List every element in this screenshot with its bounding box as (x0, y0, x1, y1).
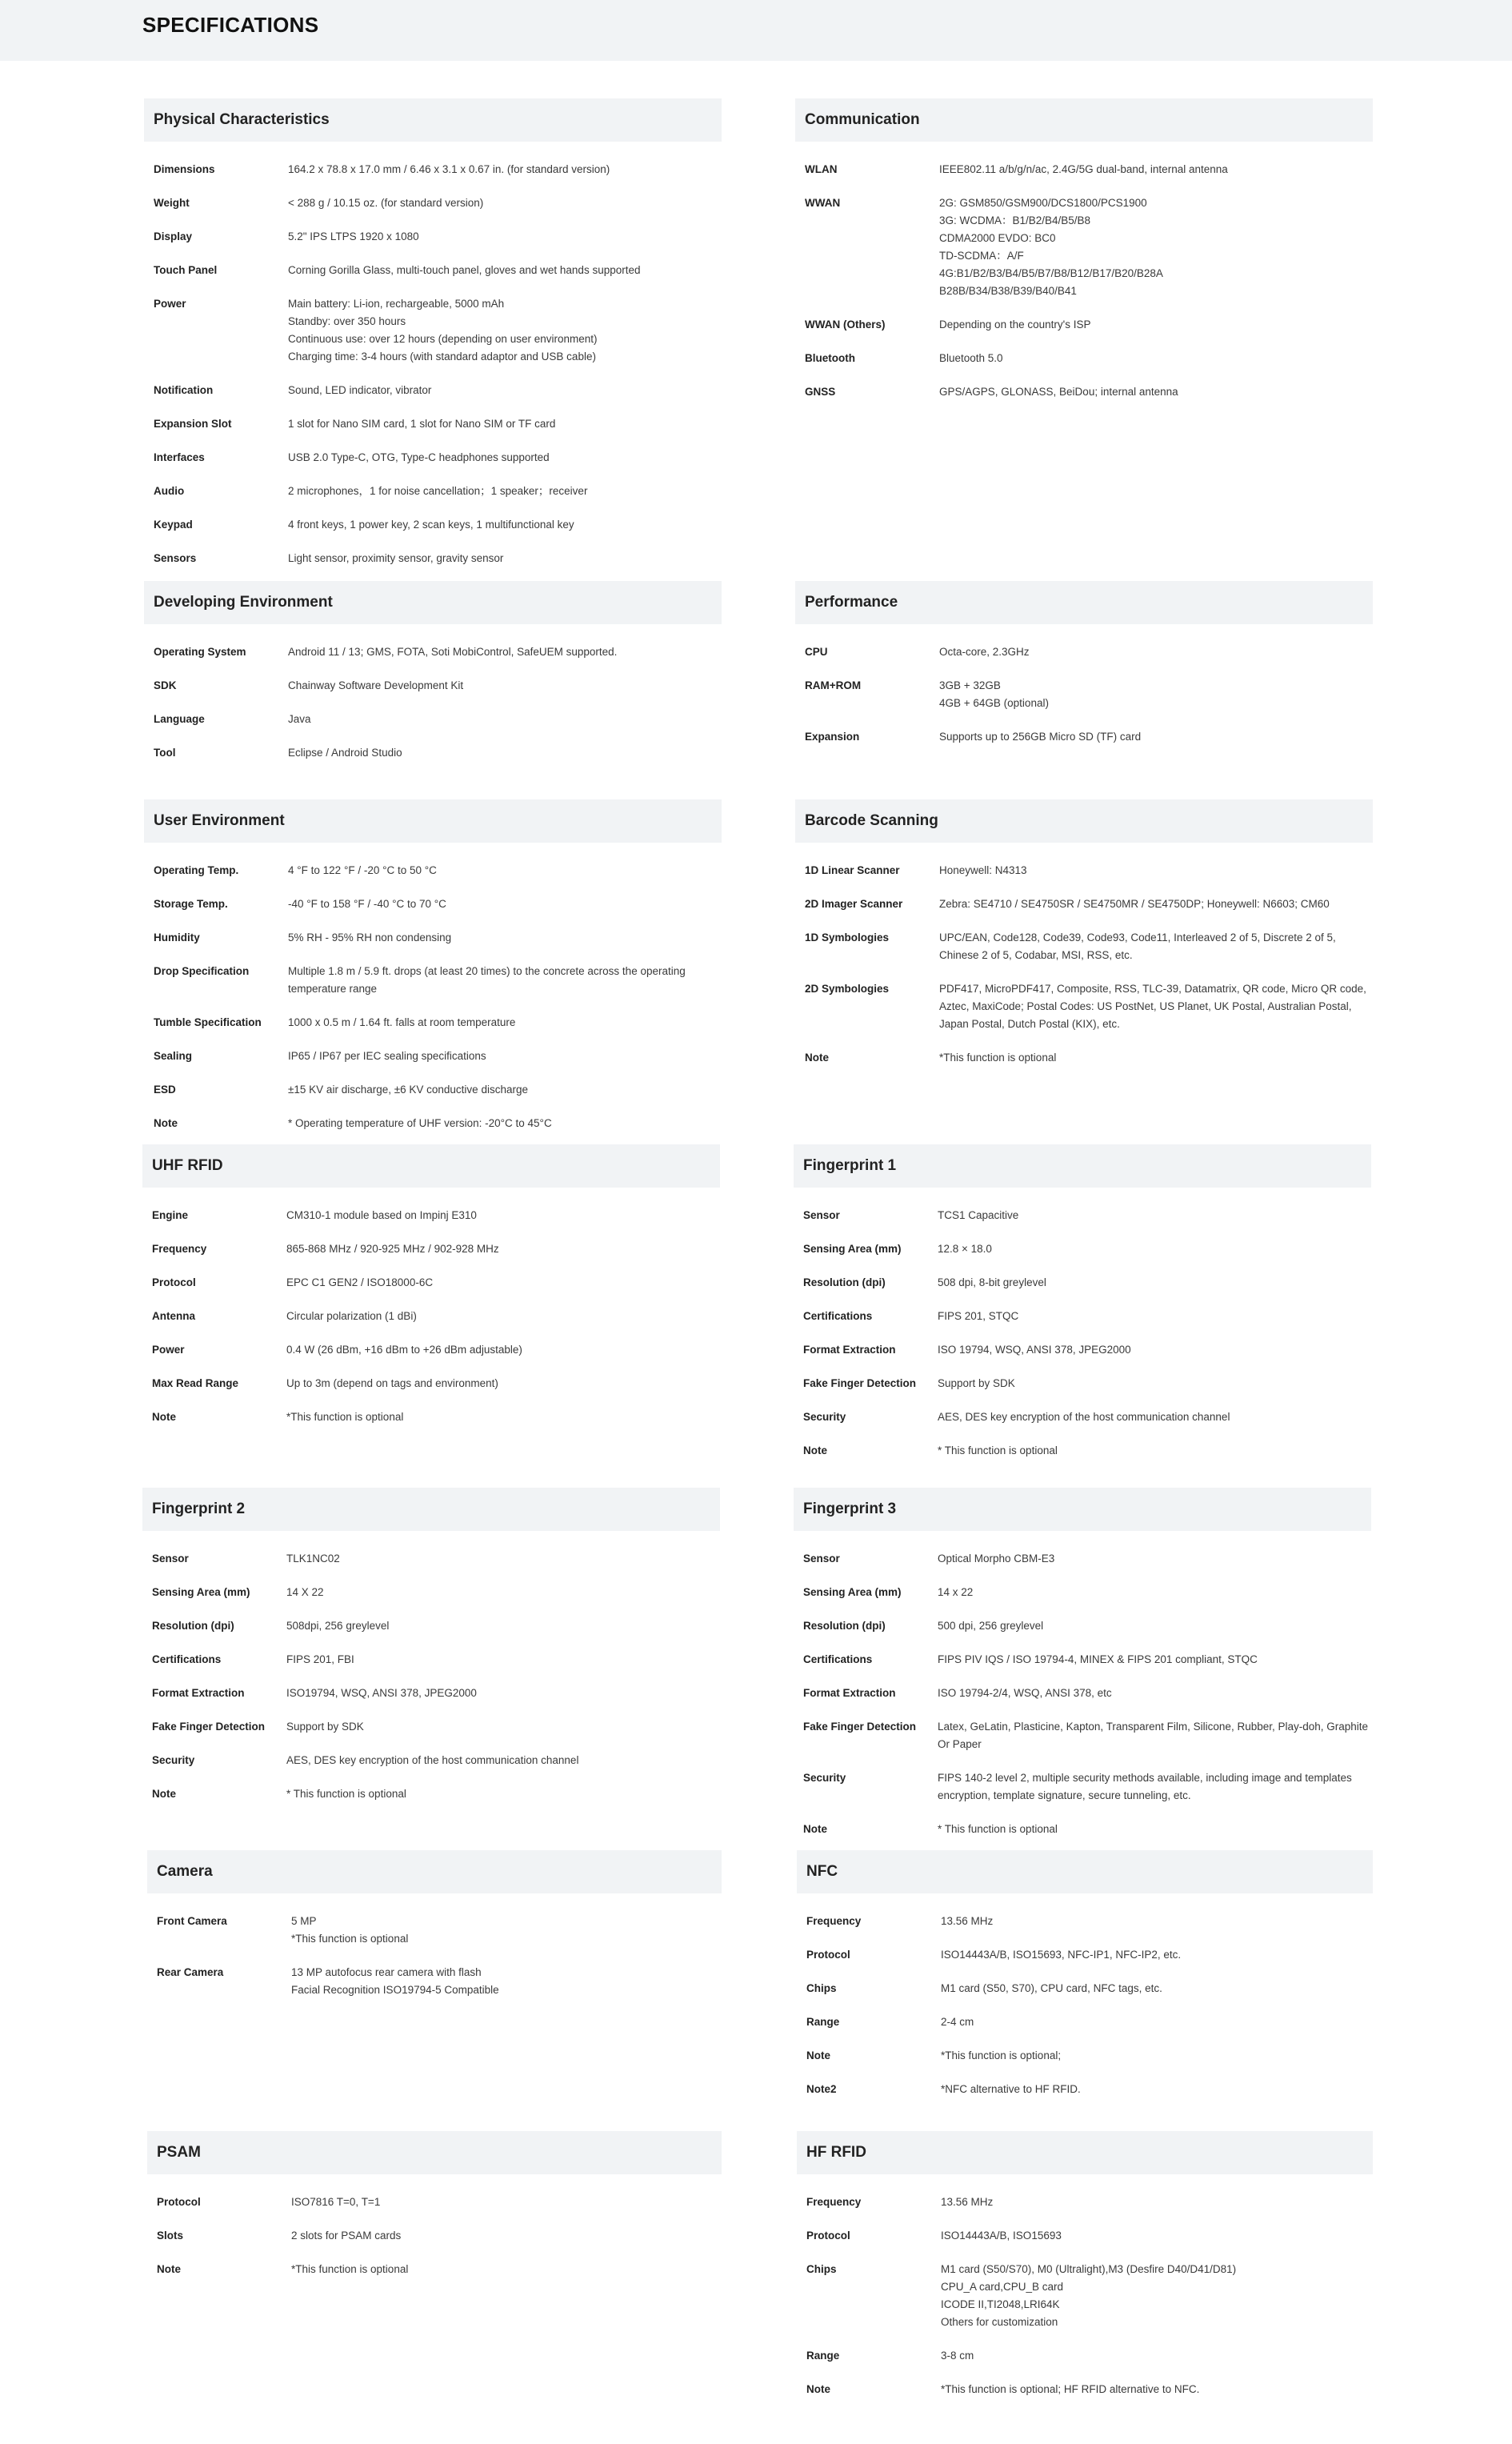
spec-row (795, 1049, 1373, 1067)
section-title: Physical Characteristics (144, 98, 722, 142)
spec-value: *This function is optional (291, 2263, 409, 2275)
spec-value: EPC C1 GEN2 / ISO18000-6C (286, 1276, 434, 1288)
spec-label: Engine (152, 1209, 189, 1221)
spec-row (144, 516, 722, 534)
spec-label: Fake Finger Detection (803, 1377, 917, 1389)
spec-section-performance (795, 581, 1373, 762)
spec-label: Protocol (806, 1949, 850, 1961)
spec-label: Weight (154, 197, 190, 209)
spec-value: UPC/EAN, Code128, Code39, Code93, Code11, Interleaved 2 of 5, Discrete 2 of 5, Chinese 2 of 5, Codabar, MSI, RSS, etc. (939, 932, 1336, 961)
spec-list (795, 862, 1373, 1067)
spec-label: 2D Symbologies (805, 983, 890, 995)
spec-value: 2-4 cm (941, 2016, 974, 2028)
spec-section-barcode-scanning (795, 799, 1373, 1083)
spec-value: 14 x 22 (938, 1586, 974, 1598)
spec-row (794, 1207, 1371, 1224)
spec-row (147, 2261, 722, 2278)
spec-label: Chips (806, 2263, 837, 2275)
spec-label: Expansion Slot (154, 418, 232, 430)
spec-row (142, 1274, 720, 1292)
spec-value: 2 slots for PSAM cards (291, 2230, 402, 2242)
spec-label: Format Extraction (152, 1687, 245, 1699)
spec-value: Circular polarization (1 dBi) (286, 1310, 417, 1322)
spec-label: Frequency (152, 1243, 207, 1255)
spec-row (147, 1964, 722, 1999)
spec-row (142, 1617, 720, 1635)
spec-row (794, 1718, 1371, 1753)
spec-value: FIPS 201, FBI (286, 1653, 354, 1665)
spec-label: Keypad (154, 519, 193, 531)
spec-section-camera (147, 1850, 722, 2015)
spec-value: *NFC alternative to HF RFID. (941, 2083, 1081, 2095)
spec-value: ±15 KV air discharge, ±6 KV conductive discharge (288, 1084, 528, 1096)
spec-value: Support by SDK (938, 1377, 1015, 1389)
spec-row (144, 1048, 722, 1065)
section-title: Performance (795, 581, 1373, 624)
spec-label: Front Camera (157, 1915, 227, 1927)
spec-label: Note (152, 1788, 176, 1800)
spec-value: Support by SDK (286, 1721, 364, 1733)
section-title: Barcode Scanning (795, 799, 1373, 843)
spec-row (144, 1115, 722, 1132)
spec-row (795, 194, 1373, 300)
spec-value: *This function is optional; (941, 2049, 1062, 2061)
spec-label: Note (803, 1444, 827, 1456)
spec-label: Expansion (805, 731, 860, 743)
spec-label: Sensor (803, 1553, 840, 1565)
spec-row (144, 1081, 722, 1099)
spec-value: 500 dpi, 256 greylevel (938, 1620, 1044, 1632)
spec-section-fingerprint-2 (142, 1488, 720, 1819)
spec-value: FIPS 201, STQC (938, 1310, 1019, 1322)
spec-label: WLAN (805, 163, 838, 175)
spec-label: Sensor (152, 1553, 189, 1565)
spec-value: 2G: GSM850/GSM900/DCS1800/PCS1900 3G: WCDMA：B1/B2/B4/B5/B8 CDMA2000 EVDO: BC0 TD-SCDMA：A/F 4G:B1/B2/B3/B4/B5/B7/B8/B12/B17/B20/B28A B28B/B34/B38/B39/B40/B41 (939, 197, 1163, 297)
spec-value: 5 MP *This function is optional (291, 1915, 409, 1945)
spec-row (797, 1946, 1373, 1964)
spec-row (142, 1785, 720, 1803)
spec-value: Multiple 1.8 m / 5.9 ft. drops (at least 20 times) to the concrete across the operating temperature range (288, 965, 686, 995)
spec-value: 508dpi, 256 greylevel (286, 1620, 390, 1632)
spec-label: Certifications (803, 1653, 873, 1665)
spec-label: Fake Finger Detection (152, 1721, 266, 1733)
spec-row (794, 1821, 1371, 1838)
spec-label: WWAN (805, 197, 841, 209)
section-title: Fingerprint 2 (142, 1488, 720, 1531)
spec-value: Zebra: SE4710 / SE4750SR / SE4750MR / SE4750DP; Honeywell: N6603; CM60 (939, 898, 1330, 910)
spec-row (795, 862, 1373, 879)
spec-row (795, 643, 1373, 661)
spec-label: Note (154, 1117, 178, 1129)
spec-value: * This function is optional (286, 1788, 406, 1800)
spec-label: Security (803, 1772, 846, 1784)
spec-value: PDF417, MicroPDF417, Composite, RSS, TLC-39, Datamatrix, QR code, Micro QR code, Aztec, MaxiCode; Postal Codes: US PostNet, US Planet, UK Postal, Australian Postal, Japan Postal, Dutch Postal (KIX), etc. (939, 983, 1366, 1030)
spec-row (795, 895, 1373, 913)
spec-value: Supports up to 256GB Micro SD (TF) card (939, 731, 1142, 743)
section-title: Fingerprint 3 (794, 1488, 1371, 1531)
spec-label: Security (803, 1411, 846, 1423)
spec-row (142, 1752, 720, 1769)
spec-row (794, 1651, 1371, 1669)
spec-row (795, 161, 1373, 178)
spec-label: Sealing (154, 1050, 193, 1062)
spec-label: Note (803, 1823, 827, 1835)
spec-row (794, 1308, 1371, 1325)
spec-value: TCS1 Capacitive (938, 1209, 1019, 1221)
spec-row (142, 1341, 720, 1359)
spec-label: Note (152, 1411, 176, 1423)
section-title: Developing Environment (144, 581, 722, 624)
spec-row (142, 1308, 720, 1325)
spec-label: Range (806, 2016, 840, 2028)
spec-value: 5% RH - 95% RH non condensing (288, 932, 452, 944)
spec-section-fingerprint-3 (794, 1488, 1371, 1854)
spec-value: CM310-1 module based on Impinj E310 (286, 1209, 477, 1221)
spec-section-physical-characteristics (144, 98, 722, 583)
spec-row (144, 449, 722, 467)
spec-value: IEEE802.11 a/b/g/n/ac, 2.4G/5G dual-band, internal antenna (939, 163, 1228, 175)
spec-row (797, 2013, 1373, 2031)
spec-label: Sensing Area (mm) (803, 1586, 902, 1598)
spec-label: Drop Specification (154, 965, 250, 977)
spec-label: Sensing Area (mm) (152, 1586, 250, 1598)
section-title: Communication (795, 98, 1373, 142)
spec-row (797, 2261, 1373, 2331)
spec-row (142, 1584, 720, 1601)
spec-value: 3-8 cm (941, 2350, 974, 2362)
spec-value: M1 card (S50/S70), M0 (Ultralight),M3 (Desfire D40/D41/D81) CPU_A card,CPU_B card ICODE II,TI2048,LRI64K Others for customization (941, 2263, 1237, 2328)
page-header (0, 0, 1512, 61)
spec-value: Java (288, 713, 311, 725)
spec-label: CPU (805, 646, 828, 658)
spec-value: 164.2 x 78.8 x 17.0 mm / 6.46 x 3.1 x 0.67 in. (for standard version) (288, 163, 610, 175)
spec-row (797, 2347, 1373, 2365)
spec-label: Note (805, 1052, 829, 1064)
section-title: Camera (147, 1850, 722, 1893)
spec-value: ISO 19794, WSQ, ANSI 378, JPEG2000 (938, 1344, 1131, 1356)
spec-value: USB 2.0 Type-C, OTG, Type-C headphones supported (288, 451, 550, 463)
spec-label: Protocol (152, 1276, 196, 1288)
spec-label: Audio (154, 485, 185, 497)
spec-label: Sensors (154, 552, 197, 564)
spec-row (144, 963, 722, 998)
spec-row (144, 643, 722, 661)
spec-value: *This function is optional (939, 1052, 1057, 1064)
spec-row (147, 2194, 722, 2211)
spec-value: Honeywell: N4313 (939, 864, 1027, 876)
spec-row (144, 744, 722, 762)
spec-label: Certifications (152, 1653, 222, 1665)
spec-value: Chainway Software Development Kit (288, 679, 464, 691)
spec-label: Frequency (806, 2196, 862, 2208)
spec-list (144, 161, 722, 567)
spec-row (794, 1617, 1371, 1635)
spec-row (142, 1240, 720, 1258)
spec-row (142, 1685, 720, 1702)
spec-row (142, 1651, 720, 1669)
spec-section-user-environment (144, 799, 722, 1148)
spec-value: GPS/AGPS, GLONASS, BeiDou; internal antenna (939, 386, 1178, 398)
spec-value: ISO 19794-2/4, WSQ, ANSI 378, etc (938, 1687, 1112, 1699)
spec-label: Operating Temp. (154, 864, 239, 876)
spec-value: 14 X 22 (286, 1586, 324, 1598)
spec-label: Protocol (806, 2230, 850, 2242)
spec-list (795, 161, 1373, 401)
spec-row (794, 1769, 1371, 1805)
spec-value: FIPS PIV IQS / ISO 19794-4, MINEX & FIPS 201 compliant, STQC (938, 1653, 1258, 1665)
spec-row (142, 1207, 720, 1224)
spec-label: Frequency (806, 1915, 862, 1927)
spec-row (795, 350, 1373, 367)
spec-label: Sensor (803, 1209, 840, 1221)
spec-section-uhf-rfid (142, 1144, 720, 1442)
section-title: Fingerprint 1 (794, 1144, 1371, 1188)
spec-row (795, 677, 1373, 712)
spec-row (144, 895, 722, 913)
spec-label: Interfaces (154, 451, 205, 463)
spec-label: Operating System (154, 646, 246, 658)
spec-label: Certifications (803, 1310, 873, 1322)
spec-row (144, 262, 722, 279)
spec-label: 1D Symbologies (805, 932, 890, 944)
spec-label: Resolution (dpi) (803, 1620, 886, 1632)
spec-row (144, 295, 722, 366)
spec-row (147, 1913, 722, 1948)
spec-label: Note (806, 2049, 830, 2061)
spec-row (797, 2381, 1373, 2398)
spec-row (144, 194, 722, 212)
spec-label: Note (806, 2383, 830, 2395)
spec-label: Humidity (154, 932, 200, 944)
spec-value: 5.2" IPS LTPS 1920 x 1080 (288, 230, 419, 242)
spec-value: 4 front keys, 1 power key, 2 scan keys, 1 multifunctional key (288, 519, 574, 531)
section-title: UHF RFID (142, 1144, 720, 1188)
spec-label: Power (152, 1344, 185, 1356)
spec-list (144, 862, 722, 1132)
spec-row (144, 382, 722, 399)
spec-label: Resolution (dpi) (152, 1620, 234, 1632)
spec-list (144, 643, 722, 762)
spec-value: Latex, GeLatin, Plasticine, Kapton, Transparent Film, Silicone, Rubber, Play-doh, Graphite Or Paper (938, 1721, 1369, 1750)
spec-value: * Operating temperature of UHF version: -20°C to 45°C (288, 1117, 552, 1129)
spec-row (797, 2194, 1373, 2211)
spec-row (794, 1584, 1371, 1601)
spec-list (142, 1207, 720, 1426)
spec-row (144, 550, 722, 567)
spec-label: GNSS (805, 386, 836, 398)
spec-value: 13 MP autofocus rear camera with flash Facial Recognition ISO19794-5 Compatible (291, 1966, 499, 1996)
spec-list (794, 1550, 1371, 1838)
spec-row (795, 929, 1373, 964)
spec-list (795, 643, 1373, 746)
spec-label: Fake Finger Detection (803, 1721, 917, 1733)
spec-row (797, 2227, 1373, 2245)
spec-section-developing-environment (144, 581, 722, 778)
spec-row (794, 1550, 1371, 1568)
spec-row (144, 161, 722, 178)
spec-row (142, 1408, 720, 1426)
spec-row (144, 483, 722, 500)
spec-section-hf-rfid (797, 2131, 1373, 2414)
spec-section-nfc (797, 1850, 1373, 2114)
spec-value: Android 11 / 13; GMS, FOTA, Soti MobiControl, SafeUEM supported. (288, 646, 618, 658)
spec-label: RAM+ROM (805, 679, 862, 691)
spec-row (142, 1375, 720, 1392)
spec-section-psam (147, 2131, 722, 2294)
spec-row (147, 2227, 722, 2245)
spec-value: Depending on the country's ISP (939, 319, 1091, 331)
spec-row (795, 383, 1373, 401)
spec-row (142, 1718, 720, 1736)
spec-row (794, 1274, 1371, 1292)
spec-label: Bluetooth (805, 352, 855, 364)
spec-value: 3GB + 32GB 4GB + 64GB (optional) (939, 679, 1049, 709)
spec-row (797, 1913, 1373, 1930)
spec-label: Display (154, 230, 193, 242)
spec-row (795, 980, 1373, 1033)
spec-section-fingerprint-1 (794, 1144, 1371, 1476)
spec-row (794, 1375, 1371, 1392)
spec-label: Slots (157, 2230, 184, 2242)
spec-row (144, 862, 722, 879)
spec-label: Sensing Area (mm) (803, 1243, 902, 1255)
spec-value: Light sensor, proximity sensor, gravity sensor (288, 552, 504, 564)
spec-row (794, 1240, 1371, 1258)
spec-value: FIPS 140-2 level 2, multiple security methods available, including image and templates encryption, template signature, secure tunneling, etc. (938, 1772, 1352, 1801)
spec-label: Notification (154, 384, 214, 396)
spec-value: -40 °F to 158 °F / -40 °C to 70 °C (288, 898, 446, 910)
spec-label: Range (806, 2350, 840, 2362)
spec-value: * This function is optional (938, 1444, 1058, 1456)
section-title: User Environment (144, 799, 722, 843)
spec-value: *This function is optional; HF RFID alternative to NFC. (941, 2383, 1200, 2395)
spec-row (797, 1980, 1373, 1997)
spec-list (142, 1550, 720, 1803)
spec-list (797, 2194, 1373, 2398)
spec-value: ISO19794, WSQ, ANSI 378, JPEG2000 (286, 1687, 477, 1699)
spec-list (797, 1913, 1373, 2098)
spec-row (795, 728, 1373, 746)
spec-value: 13.56 MHz (941, 1915, 994, 1927)
spec-label: Tool (154, 747, 176, 759)
spec-value: 13.56 MHz (941, 2196, 994, 2208)
spec-value: 4 °F to 122 °F / -20 °C to 50 °C (288, 864, 437, 876)
spec-label: ESD (154, 1084, 176, 1096)
spec-label: Rear Camera (157, 1966, 224, 1978)
spec-row (794, 1408, 1371, 1426)
spec-value: Corning Gorilla Glass, multi-touch panel, gloves and wet hands supported (288, 264, 641, 276)
spec-value: 508 dpi, 8-bit greylevel (938, 1276, 1046, 1288)
spec-value: 12.8 × 18.0 (938, 1243, 992, 1255)
spec-label: Format Extraction (803, 1687, 896, 1699)
spec-value: * This function is optional (938, 1823, 1058, 1835)
spec-label: Max Read Range (152, 1377, 239, 1389)
spec-value: *This function is optional (286, 1411, 404, 1423)
spec-value: 1000 x 0.5 m / 1.64 ft. falls at room temperature (288, 1016, 516, 1028)
section-title: NFC (797, 1850, 1373, 1893)
spec-row (797, 2047, 1373, 2065)
spec-row (795, 316, 1373, 334)
spec-value: ISO14443A/B, ISO15693, NFC-IP1, NFC-IP2, etc. (941, 1949, 1182, 1961)
spec-label: Protocol (157, 2196, 201, 2208)
spec-row (794, 1685, 1371, 1702)
spec-row (797, 2081, 1373, 2098)
spec-label: Touch Panel (154, 264, 218, 276)
spec-row (144, 1014, 722, 1032)
spec-row (144, 929, 722, 947)
spec-value: 865-868 MHz / 920-925 MHz / 902-928 MHz (286, 1243, 499, 1255)
spec-value: ISO7816 T=0, T=1 (291, 2196, 381, 2208)
section-title: PSAM (147, 2131, 722, 2174)
spec-value: AES, DES key encryption of the host communication channel (938, 1411, 1230, 1423)
spec-label: Storage Temp. (154, 898, 228, 910)
spec-label: Tumble Specification (154, 1016, 262, 1028)
spec-value: AES, DES key encryption of the host communication channel (286, 1754, 579, 1766)
spec-value: Bluetooth 5.0 (939, 352, 1003, 364)
spec-value: < 288 g / 10.15 oz. (for standard version) (288, 197, 484, 209)
spec-row (144, 228, 722, 246)
spec-label: Format Extraction (803, 1344, 896, 1356)
spec-label: Power (154, 298, 186, 310)
spec-value: 0.4 W (26 dBm, +16 dBm to +26 dBm adjustable) (286, 1344, 522, 1356)
spec-list (147, 2194, 722, 2278)
spec-label: WWAN (Others) (805, 319, 886, 331)
spec-row (144, 415, 722, 433)
spec-value: Sound, LED indicator, vibrator (288, 384, 432, 396)
spec-label: 2D Imager Scanner (805, 898, 903, 910)
spec-value: ISO14443A/B, ISO15693 (941, 2230, 1062, 2242)
spec-list (794, 1207, 1371, 1460)
spec-value: Up to 3m (depend on tags and environment) (286, 1377, 498, 1389)
spec-label: Chips (806, 1982, 837, 1994)
spec-row (144, 711, 722, 728)
spec-row (142, 1550, 720, 1568)
spec-label: Dimensions (154, 163, 215, 175)
spec-value: Eclipse / Android Studio (288, 747, 402, 759)
spec-label: Security (152, 1754, 195, 1766)
page-title: SPECIFICATIONS (142, 13, 319, 37)
spec-value: 1 slot for Nano SIM card, 1 slot for Nano SIM or TF card (288, 418, 556, 430)
spec-value: M1 card (S50, S70), CPU card, NFC tags, etc. (941, 1982, 1162, 1994)
spec-row (794, 1442, 1371, 1460)
spec-section-communication (795, 98, 1373, 417)
spec-label: Resolution (dpi) (803, 1276, 886, 1288)
spec-list (147, 1913, 722, 1999)
spec-value: 2 microphones，1 for noise cancellation；1 speaker；receiver (288, 485, 588, 497)
spec-value: Optical Morpho CBM-E3 (938, 1553, 1055, 1565)
spec-value: Main battery: Li-ion, rechargeable, 5000 mAh Standby: over 350 hours Continuous use: over 12 hours (depending on user environment) Charging time: 3-4 hours (with standard adaptor and USB cable) (288, 298, 598, 363)
spec-value: TLK1NC02 (286, 1553, 340, 1565)
spec-label: 1D Linear Scanner (805, 864, 900, 876)
section-title: HF RFID (797, 2131, 1373, 2174)
spec-label: Language (154, 713, 205, 725)
spec-value: Octa-core, 2.3GHz (939, 646, 1030, 658)
spec-row (794, 1341, 1371, 1359)
spec-label: Note (157, 2263, 181, 2275)
spec-label: Note2 (806, 2083, 837, 2095)
spec-row (144, 677, 722, 695)
spec-label: Antenna (152, 1310, 195, 1322)
spec-value: IP65 / IP67 per IEC sealing specifications (288, 1050, 486, 1062)
spec-label: SDK (154, 679, 177, 691)
